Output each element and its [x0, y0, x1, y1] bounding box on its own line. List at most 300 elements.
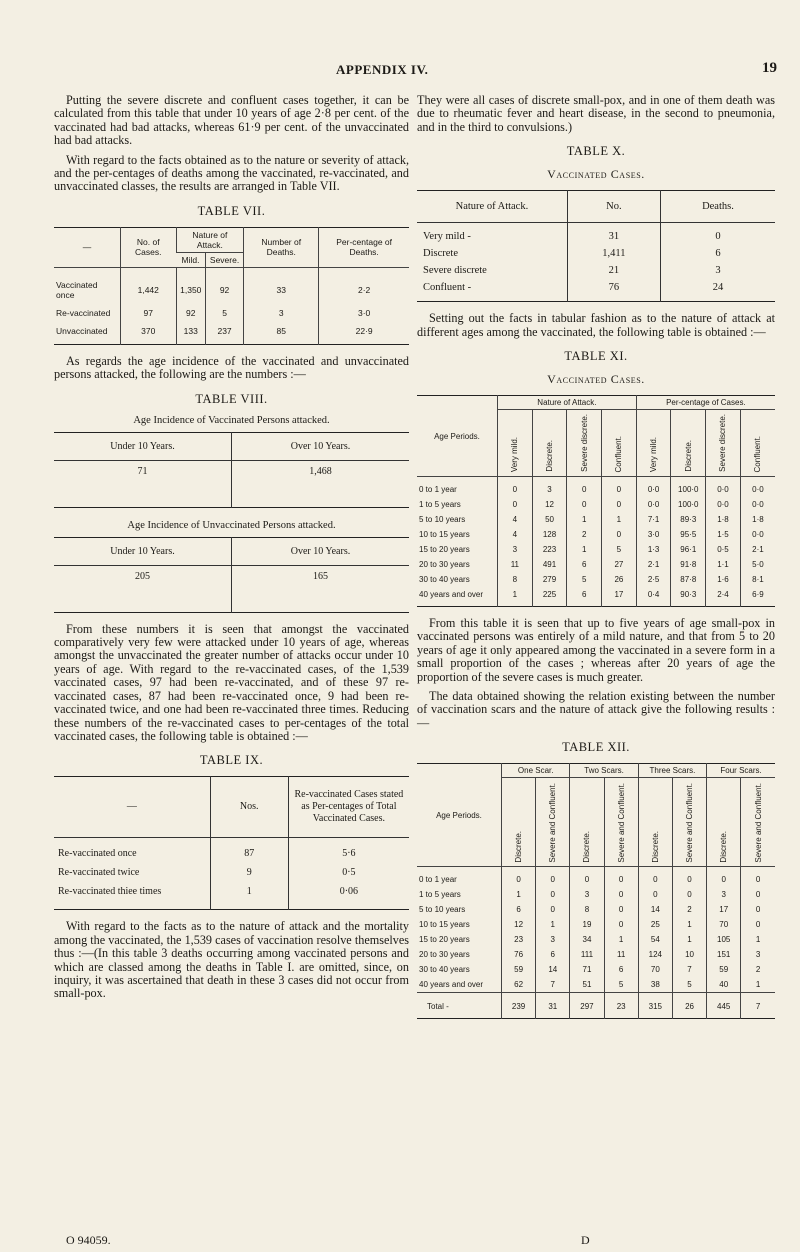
row-label: Very mild -	[423, 231, 471, 243]
cell: 223	[532, 542, 567, 557]
column-header	[498, 410, 533, 477]
column-header	[706, 410, 741, 477]
table-row	[54, 863, 409, 882]
cell: 1·1	[706, 557, 741, 572]
cell: 17	[707, 902, 741, 917]
cell: 5·6	[288, 838, 409, 864]
table-row	[417, 962, 775, 977]
cell: 5	[602, 542, 637, 557]
cell: 6	[660, 245, 775, 262]
column-header: —	[54, 227, 120, 267]
column-header: Over 10 Years.	[232, 537, 410, 565]
table-row	[417, 917, 775, 932]
cell: 85	[244, 322, 319, 345]
cell: 1	[672, 932, 706, 947]
table-row	[417, 867, 775, 888]
table-title: TABLE VIII.	[195, 391, 268, 406]
cell: 7	[536, 977, 570, 993]
column-header: One Scar.	[502, 764, 570, 778]
cell: 1	[536, 917, 570, 932]
row-label: Discrete	[423, 248, 458, 260]
cell: 100·0	[671, 497, 706, 512]
row-label: 1 to 5 years	[419, 500, 461, 510]
cell: 4	[498, 512, 533, 527]
cell: 105	[707, 932, 741, 947]
cell: 111	[570, 947, 604, 962]
cell: 11	[604, 947, 638, 962]
column-header	[741, 778, 775, 867]
cell: 50	[532, 512, 567, 527]
cell: 92	[205, 267, 243, 304]
table-row	[417, 557, 775, 572]
row-label: Unvaccinated	[56, 325, 108, 336]
cell: 38	[638, 977, 672, 993]
cell: 2·2	[319, 267, 409, 304]
column-header: Under 10 Years.	[54, 432, 232, 460]
cell: 0	[567, 497, 602, 512]
cell: 7	[672, 962, 706, 977]
cell: 1	[210, 882, 288, 910]
column-header: Per-centage of Cases.	[636, 396, 775, 410]
cell: 0	[602, 477, 637, 498]
table-row	[54, 267, 409, 304]
cell: 3	[536, 932, 570, 947]
page-header	[0, 62, 800, 82]
cell: 0	[660, 223, 775, 246]
cell: 0	[498, 497, 533, 512]
paragraph: From these numbers it is seen that amongst the vaccinated comparatively very few were attacked under 10 years of age, whereas amongst the unvaccinated the greater number of attacks occur under 10 years of age. With regard to the re-vaccinated cases, of the 1,539 vaccinated cases, 97 had been re-vaccinated, and of these 97 re-vaccinated cases, 87 had been re-vaccinated once, 9 had been re-vaccinated twice, and one had been re-vaccinated three times. Reducing these numbers of the re-vaccinated cases to per-centages of the total vaccinated cases, the following table is obtained :—	[54, 621, 409, 743]
column-header-label: Severe and Confluent.	[753, 782, 763, 863]
cell: 0	[536, 902, 570, 917]
cell: 297	[570, 993, 604, 1019]
cell: 0	[567, 477, 602, 498]
row-label: 15 to 20 years	[419, 545, 470, 555]
table-title: TABLE VII.	[197, 203, 266, 218]
total-row	[417, 993, 775, 1019]
column-header: Nos.	[210, 777, 288, 838]
row-label: 0 to 1 year	[419, 875, 457, 885]
row-label: Re-vaccinated once	[58, 848, 137, 860]
cell: 1·8	[740, 512, 775, 527]
column-header: Nature of Attack.	[498, 396, 637, 410]
cell: 1·3	[636, 542, 671, 557]
column-header	[672, 778, 706, 867]
column-header-label: Discrete.	[683, 440, 693, 473]
cell: 62	[502, 977, 536, 993]
cell: 2	[567, 527, 602, 542]
table-row	[417, 527, 775, 542]
table-row	[54, 838, 409, 864]
print-code: O 94059.	[66, 1233, 111, 1247]
cell: 7	[741, 993, 775, 1019]
cell: 2·5	[636, 572, 671, 587]
row-label: Re-vaccinated	[56, 307, 111, 318]
cell: 315	[638, 993, 672, 1019]
cell: 8	[570, 902, 604, 917]
cell: 0·5	[706, 542, 741, 557]
cell: 124	[638, 947, 672, 962]
column-header	[536, 778, 570, 867]
column-header: Over 10 Years.	[232, 432, 410, 460]
column-header-label: Severe and Confluent.	[685, 782, 695, 863]
column-header	[604, 778, 638, 867]
row-label: 20 to 30 years	[419, 560, 470, 570]
row-label: 30 to 40 years	[419, 965, 470, 975]
table-viii-unvaccinated	[54, 537, 409, 613]
cell: 19	[570, 917, 604, 932]
cell: 133	[176, 322, 205, 345]
table-row	[54, 882, 409, 910]
column-header	[602, 410, 637, 477]
cell: 24	[660, 279, 775, 302]
table-row	[417, 477, 775, 498]
cell: 6	[536, 947, 570, 962]
row-label: 10 to 15 years	[419, 920, 470, 930]
cell: 279	[532, 572, 567, 587]
cell: 3·0	[636, 527, 671, 542]
cell: 239	[502, 993, 536, 1019]
row-label: 40 years and over	[419, 980, 484, 990]
cell: 96·1	[671, 542, 706, 557]
cell: 1	[602, 512, 637, 527]
cell: 6	[567, 557, 602, 572]
cell: 34	[570, 932, 604, 947]
column-header	[707, 778, 741, 867]
cell: 237	[205, 322, 243, 345]
column-header-label: Severe discrete.	[718, 414, 728, 473]
cell: 89·3	[671, 512, 706, 527]
table-caption: Age Incidence of Unvaccinated Persons attacked.	[127, 519, 336, 531]
cell: 27	[602, 557, 637, 572]
cell: 8·1	[740, 572, 775, 587]
paragraph: With regard to the facts as to the nature of attack and the mortality among the vaccinated, the 1,539 cases of vaccination resolve themselves thus :—(In this table 3 deaths occurring among vaccinated persons and which are classed among the deaths in Table I. are omitted, since, on inquiry, it was ascertained that death in these 3 cases did not occur from small-pox.	[54, 919, 409, 1001]
column-header-label: Discrete.	[582, 830, 592, 863]
column-header: Per-centage of Deaths.	[319, 227, 409, 267]
cell: 71	[570, 962, 604, 977]
paragraph: With regard to the facts obtained as to the nature or severity of attack, and the per-centages of deaths among the vaccinated, re-vaccinated, and unvaccinated classes, the results are arranged in Table VII.	[54, 152, 409, 194]
cell: 8	[498, 572, 533, 587]
row-label: 5 to 10 years	[419, 515, 466, 525]
cell: 23	[604, 993, 638, 1019]
cell: 6·9	[740, 587, 775, 607]
column-header	[570, 778, 604, 867]
cell: 3	[741, 947, 775, 962]
column-header	[532, 410, 567, 477]
cell: 0·0	[706, 477, 741, 498]
cell: 59	[707, 962, 741, 977]
cell: 76	[567, 279, 660, 302]
cell: 6	[502, 902, 536, 917]
cell: 40	[707, 977, 741, 993]
column-header-label: Severe and Confluent.	[616, 782, 626, 863]
cell: 0	[741, 917, 775, 932]
cell: 1	[741, 977, 775, 993]
column-header-label: Discrete.	[719, 830, 729, 863]
column-header: Three Scars.	[638, 764, 706, 778]
row-label: Confluent -	[423, 282, 472, 294]
column-header-label: Discrete.	[514, 830, 524, 863]
cell: 1·8	[706, 512, 741, 527]
table-row	[54, 565, 409, 612]
cell: 0	[602, 527, 637, 542]
table-x	[417, 190, 775, 302]
cell: 3	[498, 542, 533, 557]
cell: 128	[532, 527, 567, 542]
cell: 151	[707, 947, 741, 962]
cell: 0	[536, 887, 570, 902]
cell: 1	[502, 887, 536, 902]
row-label: Total -	[417, 993, 502, 1019]
row-label: 15 to 20 years	[419, 935, 470, 945]
table-row	[54, 460, 409, 507]
column-header: Nature of Attack.	[176, 227, 244, 252]
cell: 97	[120, 304, 176, 322]
table-row	[417, 932, 775, 947]
cell: 0	[638, 887, 672, 902]
cell: 2	[741, 962, 775, 977]
cell: 0	[502, 867, 536, 888]
column-header: Severe.	[205, 252, 243, 267]
table-viii-vaccinated	[54, 432, 409, 508]
row-label: Vaccinated once	[56, 279, 98, 300]
table-title: TABLE XII.	[562, 740, 630, 755]
cell: 2·1	[740, 542, 775, 557]
cell: 14	[536, 962, 570, 977]
paragraph: As regards the age incidence of the vaccinated and unvaccinated persons attacked, the following are the numbers :—	[54, 353, 409, 382]
column-header: Deaths.	[660, 191, 775, 223]
table-row	[54, 322, 409, 345]
column-header: Age Periods.	[417, 764, 502, 867]
cell: 0	[570, 867, 604, 888]
cell: 1	[604, 932, 638, 947]
cell: 1	[672, 917, 706, 932]
column-header-label: Severe discrete.	[579, 414, 589, 473]
paragraph: The data obtained showing the relation existing between the number of vaccination scars and the nature of attack give the following results :—	[417, 689, 775, 730]
table-row	[417, 512, 775, 527]
cell: 0·06	[288, 882, 409, 910]
table-row	[417, 887, 775, 902]
column-header: Number of Deaths.	[244, 227, 319, 267]
cell: 0·4	[636, 587, 671, 607]
column-header-label: Confluent.	[614, 435, 624, 473]
cell: 10	[672, 947, 706, 962]
cell: 26	[672, 993, 706, 1019]
cell: 92	[176, 304, 205, 322]
cell: 0	[604, 902, 638, 917]
cell: 3	[707, 887, 741, 902]
cell: 5	[205, 304, 243, 322]
column-header	[636, 410, 671, 477]
cell: 6	[567, 587, 602, 607]
cell: 0·0	[740, 527, 775, 542]
table-ix	[54, 776, 409, 910]
row-label: 40 years and over	[419, 590, 484, 600]
table-xii	[417, 763, 775, 1019]
cell: 23	[502, 932, 536, 947]
cell: 9	[210, 863, 288, 882]
cell: 491	[532, 557, 567, 572]
cell: 71	[137, 465, 148, 477]
paragraph: Putting the severe discrete and confluent cases together, it can be calculated from this table that under 10 years of age 2·8 per cent. of the vaccinated had bad attacks, whereas 61·9 per cent. of the unvaccinated had bad attacks.	[54, 93, 409, 148]
cell: 4	[498, 527, 533, 542]
cell: 87·8	[671, 572, 706, 587]
cell: 445	[707, 993, 741, 1019]
column-header: No.	[567, 191, 660, 223]
cell: 0	[741, 887, 775, 902]
column-header-label: Confluent.	[753, 435, 763, 473]
column-header	[638, 778, 672, 867]
cell: 1,468	[232, 460, 410, 507]
table-xi	[417, 395, 775, 607]
table-row	[417, 497, 775, 512]
cell: 225	[532, 587, 567, 607]
column-header	[740, 410, 775, 477]
column-header: Mild.	[176, 252, 205, 267]
cell: 70	[638, 962, 672, 977]
cell: 1	[498, 587, 533, 607]
signature-letter: D	[581, 1233, 590, 1247]
cell: 70	[707, 917, 741, 932]
row-label: Re-vaccinated thiee times	[58, 886, 162, 898]
table-subtitle: Vaccinated Cases.	[547, 167, 645, 182]
cell: 0	[602, 497, 637, 512]
cell: 5	[672, 977, 706, 993]
table-row	[417, 947, 775, 962]
cell: 1,442	[120, 267, 176, 304]
column-header-label: Severe and Confluent.	[548, 782, 558, 863]
paragraph: They were all cases of discrete small-pox, and in one of them death was due to rheumatic fever and heart disease, in the second to pneumonia, and in the third to convulsions.)	[417, 93, 775, 134]
cell: 1·6	[706, 572, 741, 587]
cell: 76	[502, 947, 536, 962]
cell: 5	[567, 572, 602, 587]
cell: 95·5	[671, 527, 706, 542]
column-header: Two Scars.	[570, 764, 638, 778]
cell: 12	[532, 497, 567, 512]
cell: 87	[210, 838, 288, 864]
cell: 12	[502, 917, 536, 932]
cell: 0	[536, 867, 570, 888]
column-header-label: Very mild.	[649, 436, 659, 473]
running-title: APPENDIX IV.	[336, 62, 429, 77]
right-column	[417, 94, 775, 1019]
cell: 90·3	[671, 587, 706, 607]
cell: 26	[602, 572, 637, 587]
cell: 0	[672, 887, 706, 902]
row-label: 5 to 10 years	[419, 905, 466, 915]
column-header-label: Discrete.	[650, 830, 660, 863]
table-row	[417, 542, 775, 557]
row-label: Re-vaccinated twice	[58, 867, 140, 879]
left-column	[54, 94, 409, 1007]
cell: 0	[604, 887, 638, 902]
cell: 5·0	[740, 557, 775, 572]
table-row	[417, 262, 775, 279]
cell: 59	[502, 962, 536, 977]
cell: 0·0	[740, 477, 775, 498]
cell: 205	[135, 570, 150, 582]
cell: 2·4	[706, 587, 741, 607]
cell: 54	[638, 932, 672, 947]
table-row	[417, 977, 775, 993]
cell: 3	[244, 304, 319, 322]
cell: 1	[741, 932, 775, 947]
cell: 0	[604, 867, 638, 888]
table-row	[417, 245, 775, 262]
cell: 1·5	[706, 527, 741, 542]
column-header-label: Discrete.	[545, 440, 555, 473]
cell: 1	[567, 542, 602, 557]
table-row	[417, 279, 775, 302]
table-row	[417, 572, 775, 587]
table-row	[54, 304, 409, 322]
cell: 3	[532, 477, 567, 498]
cell: 0	[741, 867, 775, 888]
cell: 11	[498, 557, 533, 572]
cell: 2	[672, 902, 706, 917]
cell: 1	[567, 512, 602, 527]
row-label: 1 to 5 years	[419, 890, 461, 900]
cell: 0	[498, 477, 533, 498]
table-row	[417, 902, 775, 917]
table-title: TABLE IX.	[199, 753, 264, 768]
table-caption: Age Incidence of Vaccinated Persons attacked.	[133, 414, 330, 426]
cell: 91·8	[671, 557, 706, 572]
cell: 0·5	[288, 863, 409, 882]
cell: 0·0	[740, 497, 775, 512]
cell: 0	[741, 902, 775, 917]
row-label: Severe discrete	[423, 265, 487, 277]
table-subtitle: Vaccinated Cases.	[547, 372, 645, 387]
cell: 0	[672, 867, 706, 888]
cell: 100·0	[671, 477, 706, 498]
column-header-label: Very mild.	[510, 436, 520, 473]
column-header: Nature of Attack.	[417, 191, 567, 223]
cell: 31	[536, 993, 570, 1019]
table-row	[417, 587, 775, 607]
cell: 6	[604, 962, 638, 977]
cell: 1,411	[567, 245, 660, 262]
cell: 0	[707, 867, 741, 888]
column-header	[567, 410, 602, 477]
row-label: 20 to 30 years	[419, 950, 470, 960]
cell: 165	[232, 565, 410, 612]
cell: 0	[604, 917, 638, 932]
cell: 7·1	[636, 512, 671, 527]
cell: 51	[570, 977, 604, 993]
column-header: Age Periods.	[417, 396, 498, 477]
cell: 5	[604, 977, 638, 993]
column-header: Re-vaccinated Cases stated as Per-centages of Total Vaccinated Cases.	[288, 777, 409, 838]
cell: 3	[570, 887, 604, 902]
column-header: Four Scars.	[707, 764, 775, 778]
cell: 0·0	[636, 477, 671, 498]
row-label: 30 to 40 years	[419, 575, 470, 585]
cell: 1,350	[176, 267, 205, 304]
column-header: No. of Cases.	[120, 227, 176, 267]
cell: 14	[638, 902, 672, 917]
column-header: Under 10 Years.	[54, 537, 232, 565]
cell: 0·0	[636, 497, 671, 512]
column-header	[502, 778, 536, 867]
row-label: 10 to 15 years	[419, 530, 470, 540]
cell: 21	[567, 262, 660, 279]
cell: 17	[602, 587, 637, 607]
cell: 25	[638, 917, 672, 932]
cell: 33	[244, 267, 319, 304]
table-title: TABLE X.	[566, 144, 626, 159]
cell: 3	[660, 262, 775, 279]
table-title: TABLE XI.	[564, 349, 628, 364]
